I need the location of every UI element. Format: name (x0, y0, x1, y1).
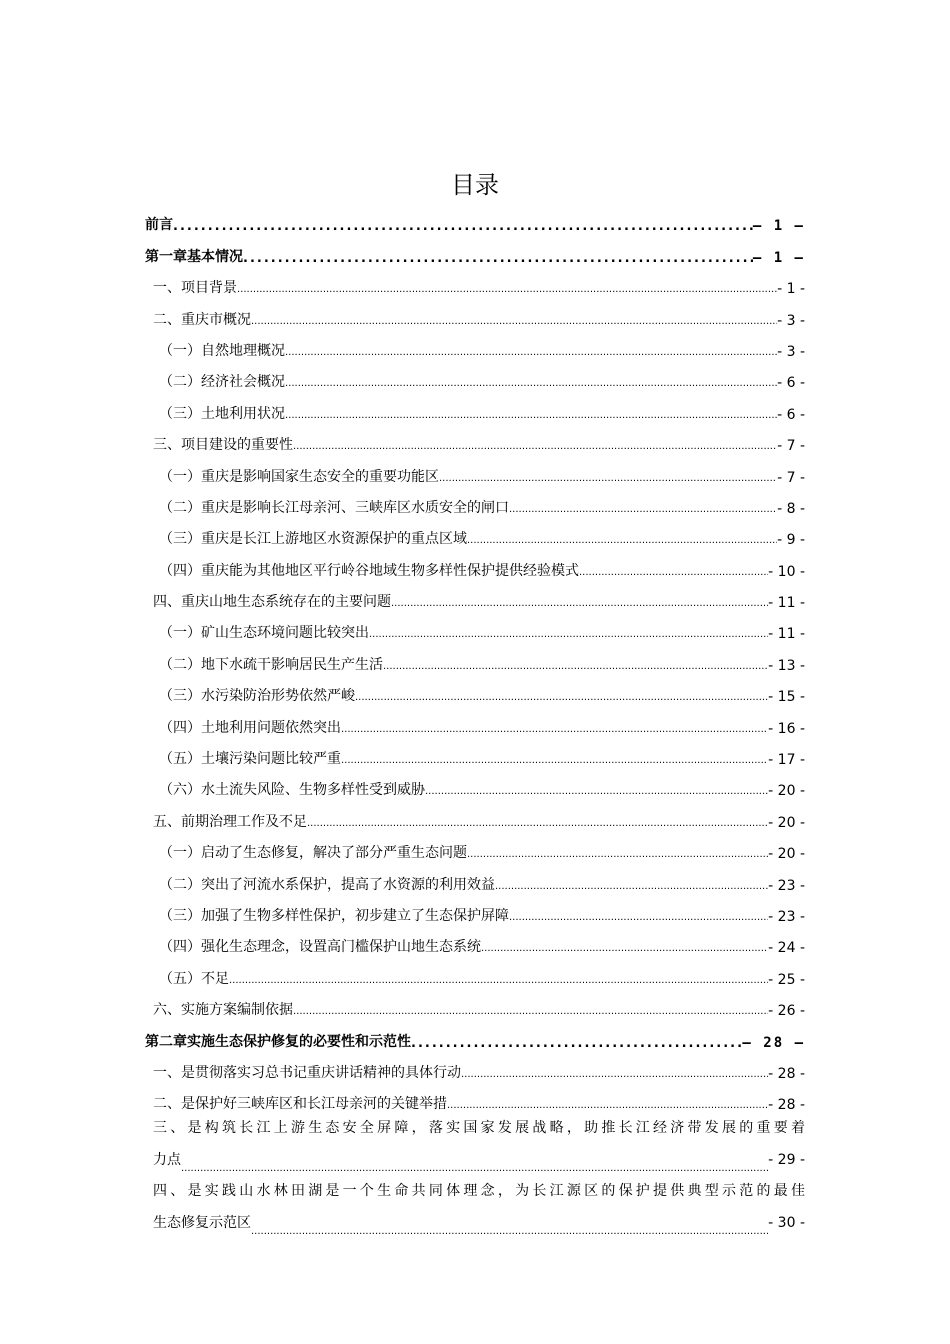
toc-entry-label-continued: 力点 (153, 1151, 181, 1168)
toc-entry-page: - 1 - (777, 281, 805, 298)
toc-entry[interactable] (145, 1019, 805, 1050)
toc-entry-page: - 25 - (768, 971, 805, 988)
toc-entry-page: - 26 - (768, 1003, 805, 1020)
toc-entry-page: - 7 - (777, 438, 805, 455)
toc-entry[interactable] (145, 611, 805, 642)
toc-entry-label: （一）自然地理概况 (159, 342, 285, 359)
dot-leader (251, 1225, 768, 1239)
dot-leader (285, 346, 777, 360)
toc-entry-page: - 30 - (768, 1214, 805, 1231)
toc-entry-line1 (145, 1113, 805, 1144)
toc-entry-page: - 8 - (777, 500, 805, 517)
toc-entry[interactable] (145, 391, 805, 422)
toc-entry-label: （四）强化生态理念，设置高门槛保护山地生态系统 (159, 939, 481, 956)
toc-entry-label: 四、是实践山水林田湖是一个生命共同体理念，为长江源区的保护提供典型示范的最佳 (153, 1183, 805, 1200)
toc-entry-page: - 28 - (768, 1097, 805, 1114)
toc-entry[interactable] (145, 737, 805, 768)
toc-entry-label: （五）土壤污染问题比较严重 (159, 751, 341, 768)
toc-entry[interactable] (145, 674, 805, 705)
toc-entry-page: - 6 - (777, 406, 805, 423)
dot-leader (447, 1099, 768, 1113)
toc-entry[interactable] (145, 642, 805, 673)
dot-leader (509, 503, 777, 517)
toc-entry-page: - 23 - (768, 877, 805, 894)
toc-entry[interactable] (145, 799, 805, 830)
toc-entry-label: （三）水污染防治形势依然严峻 (159, 688, 355, 705)
dot-leader (411, 1037, 742, 1051)
toc-entry-page: – 1 – (752, 249, 805, 266)
dot-leader (467, 534, 777, 548)
toc-entry-page: - 13 - (768, 657, 805, 674)
toc-entry-page: – 28 – (742, 1034, 805, 1051)
toc-entry[interactable] (145, 1082, 805, 1113)
toc-entry-label: （四）重庆能为其他地区平行岭谷地域生物多样性保护提供经验模式 (159, 562, 579, 579)
toc-entry[interactable] (145, 266, 805, 297)
toc-entry[interactable] (145, 454, 805, 485)
dot-leader (285, 409, 777, 423)
toc-entry[interactable] (145, 297, 805, 328)
toc-entry-label: 一、是贯彻落实习总书记重庆讲话精神的具体行动 (153, 1064, 461, 1081)
dot-leader (243, 252, 753, 266)
toc-entry-page: - 28 - (768, 1065, 805, 1082)
dot-leader (383, 660, 768, 674)
toc-entry-page: - 20 - (768, 814, 805, 831)
toc-entry[interactable] (145, 234, 805, 265)
dot-leader (495, 880, 768, 894)
toc-entry-page: - 6 - (777, 375, 805, 392)
toc-entry-line1 (145, 1176, 805, 1207)
toc-entry[interactable] (145, 423, 805, 454)
toc-entry[interactable] (145, 894, 805, 925)
toc-entry-label-continued: 生态修复示范区 (153, 1214, 251, 1231)
dot-leader (341, 754, 768, 768)
toc-entry-label: （一）重庆是影响国家生态安全的重要功能区 (159, 468, 439, 485)
toc-entry-label: （三）土地利用状况 (159, 405, 285, 422)
toc-entry-label: （三）加强了生物多样性保护，初步建立了生态保护屏障 (159, 907, 509, 924)
dot-leader (229, 974, 768, 988)
toc-entry-label: （二）地下水疏干影响居民生产生活 (159, 656, 383, 673)
toc-entry-page: - 3 - (777, 343, 805, 360)
dot-leader (181, 1162, 768, 1176)
toc-entry-label: 五、前期治理工作及不足 (153, 813, 307, 830)
toc-entry-page: - 7 - (777, 469, 805, 486)
toc-entry-page: - 29 - (768, 1151, 805, 1168)
toc-entry-label: 第二章实施生态保护修复的必要性和示范性 (145, 1033, 411, 1050)
dot-leader (293, 1005, 768, 1019)
dot-leader (579, 566, 768, 580)
toc-entry[interactable] (145, 831, 805, 862)
toc-entry-page: - 23 - (768, 908, 805, 925)
toc-entry-line2 (145, 1145, 805, 1176)
toc-entry[interactable] (145, 988, 805, 1019)
dot-leader (307, 817, 768, 831)
dot-leader (355, 691, 768, 705)
toc-entry-label: 四、重庆山地生态系统存在的主要问题 (153, 594, 391, 611)
toc-entry-page: - 11 - (768, 595, 805, 612)
toc-entry[interactable] (145, 768, 805, 799)
dot-leader (369, 628, 768, 642)
dot-leader (481, 942, 768, 956)
toc-entry[interactable] (145, 360, 805, 391)
dot-leader (285, 377, 777, 391)
toc-entry-line2 (145, 1208, 805, 1239)
dot-leader (425, 785, 768, 799)
toc-entry[interactable] (145, 705, 805, 736)
toc-entry-page: - 3 - (777, 312, 805, 329)
toc-entry[interactable] (145, 1176, 805, 1239)
toc-entry-label: （二）突出了河流水系保护，提高了水资源的利用效益 (159, 876, 495, 893)
toc-entry-label: 三、项目建设的重要性 (153, 437, 293, 454)
toc-entry-page: - 16 - (768, 720, 805, 737)
toc-entry-label: 一、项目背景 (153, 280, 237, 297)
toc-entry-label: （一）矿山生态环境问题比较突出 (159, 625, 369, 642)
toc-entry-label: （一）启动了生态修复，解决了部分严重生态问题 (159, 845, 467, 862)
dot-leader (341, 723, 768, 737)
toc-entry[interactable] (145, 486, 805, 517)
toc-entry-label: 六、实施方案编制依据 (153, 1002, 293, 1019)
toc-entry-label: 三、是构筑长江上游生态安全屏障，落实国家发展战略，助推长江经济带发展的重要着 (153, 1120, 805, 1137)
dot-leader (439, 472, 777, 486)
toc-entry-page: - 11 - (768, 626, 805, 643)
dot-leader (251, 315, 777, 329)
dot-leader (461, 1068, 768, 1082)
toc-entry-label: 二、是保护好三峡库区和长江母亲河的关键举措 (153, 1096, 447, 1113)
toc-entry[interactable] (145, 580, 805, 611)
toc-entry-page: - 9 - (777, 532, 805, 549)
toc-entry-label: 第一章基本情况 (145, 248, 243, 265)
toc-title: 目录 (451, 171, 499, 199)
toc-entry-label: （二）经济社会概况 (159, 374, 285, 391)
toc-entry-page: - 15 - (768, 689, 805, 706)
toc-entry-page: - 20 - (768, 783, 805, 800)
toc-entry[interactable] (145, 329, 805, 360)
toc-entry[interactable] (145, 862, 805, 893)
toc-entry-page: - 17 - (768, 752, 805, 769)
table-of-contents (145, 203, 805, 1239)
toc-entry-label: （四）土地利用问题依然突出 (159, 719, 341, 736)
toc-entry-page: - 10 - (768, 563, 805, 580)
toc-entry-label: 前言 (145, 217, 173, 234)
toc-entry[interactable] (145, 956, 805, 987)
toc-entry-label: （五）不足 (159, 970, 229, 987)
toc-entry[interactable] (145, 203, 805, 234)
dot-leader (391, 597, 768, 611)
dot-leader (173, 220, 753, 234)
dot-leader (467, 848, 768, 862)
toc-entry[interactable] (145, 517, 805, 548)
toc-entry[interactable] (145, 1051, 805, 1082)
dot-leader (293, 440, 777, 454)
toc-entry[interactable] (145, 925, 805, 956)
toc-entry-label: （三）重庆是长江上游地区水资源保护的重点区域 (159, 531, 467, 548)
toc-entry-label: （二）重庆是影响长江母亲河、三峡库区水质安全的闸口 (159, 499, 509, 516)
toc-entry-page: – 1 – (752, 218, 805, 235)
toc-entry-page: - 20 - (768, 846, 805, 863)
toc-entry-label: 二、重庆市概况 (153, 311, 251, 328)
toc-entry[interactable] (145, 1113, 805, 1176)
dot-leader (509, 911, 768, 925)
dot-leader (237, 283, 777, 297)
toc-entry-page: - 24 - (768, 940, 805, 957)
toc-entry-label: （六）水土流失风险、生物多样性受到威胁 (159, 782, 425, 799)
toc-entry[interactable] (145, 548, 805, 579)
